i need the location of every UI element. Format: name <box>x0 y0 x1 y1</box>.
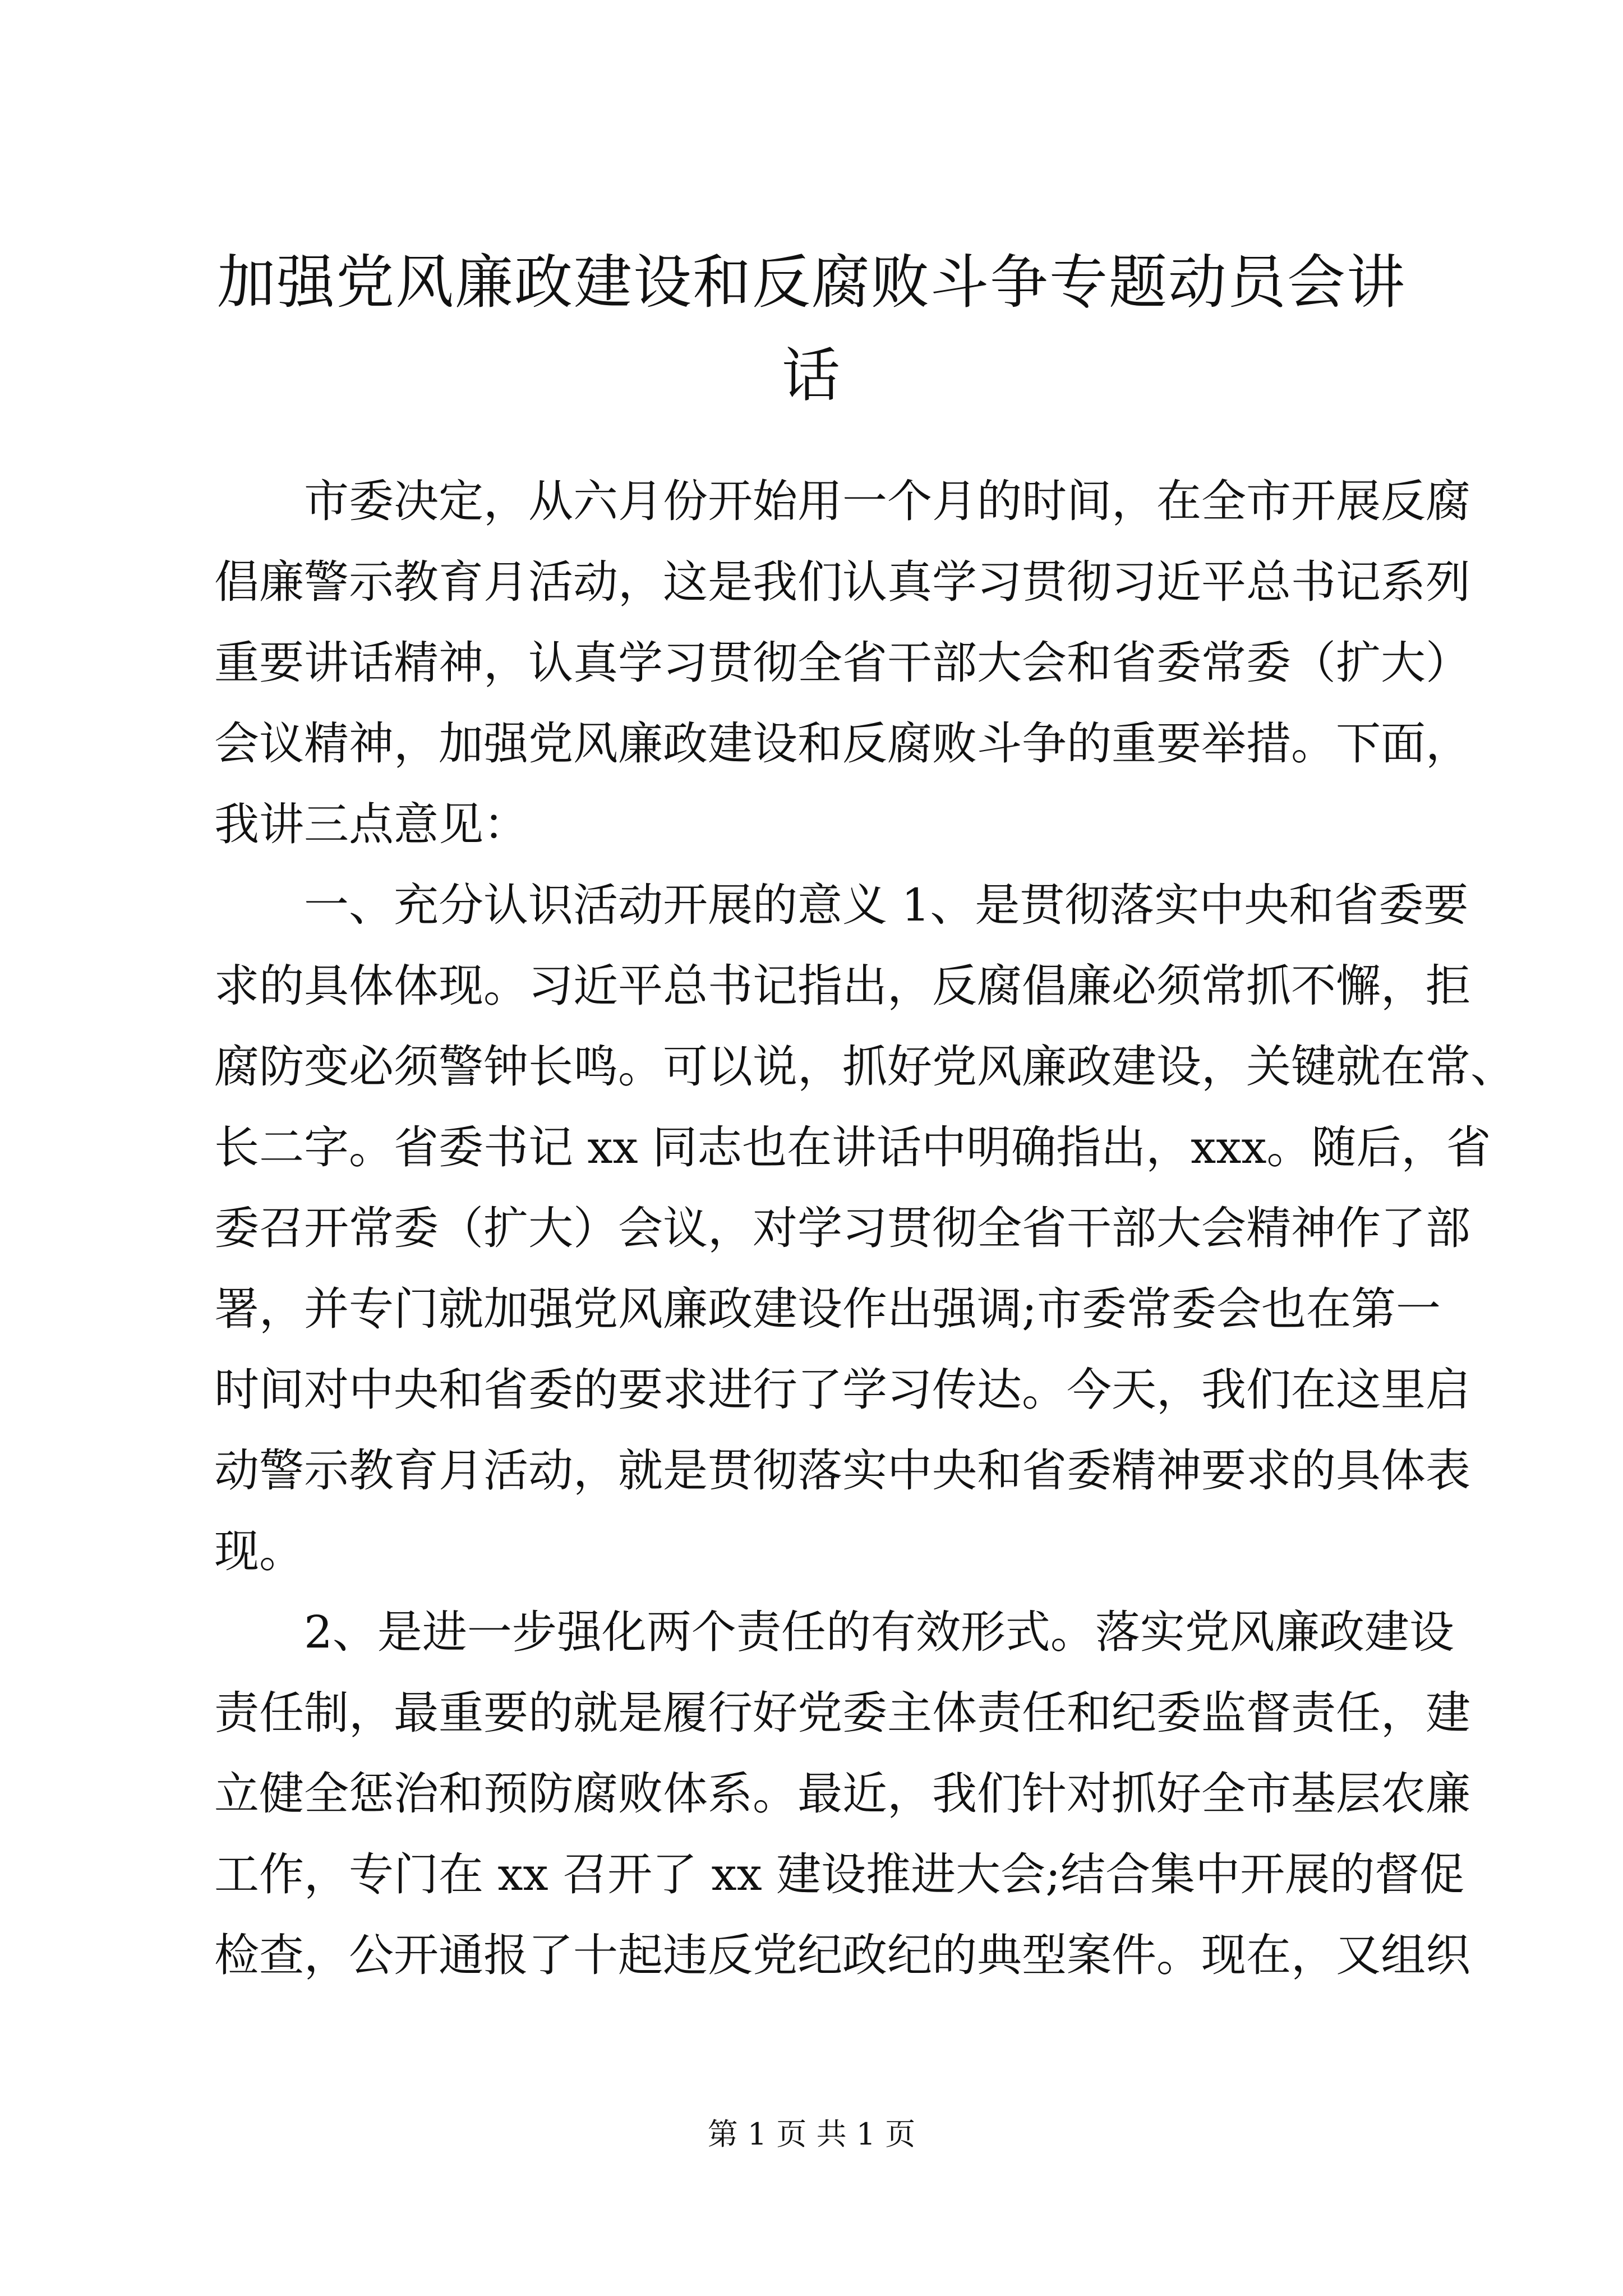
paragraph-line: 检查，公开通报了十起违反党纪政纪的典型案件。现在，又组织 <box>214 1929 1470 1981</box>
title-line-2: 话 <box>781 341 841 409</box>
paragraph-line: 市委决定，从六月份开始用一个月的时间，在全市开展反腐 <box>304 475 1470 527</box>
paragraph-line: 立健全惩治和预防腐败体系。最近，我们针对抓好全市基层农廉 <box>214 1768 1470 1820</box>
paragraph-line: 现。 <box>214 1525 304 1577</box>
paragraph-line: 委召开常委（扩大）会议，对学习贯彻全省干部大会精神作了部 <box>214 1202 1470 1254</box>
paragraph-line: 倡廉警示教育月活动，这是我们认真学习贯彻习近平总书记系列 <box>214 556 1470 608</box>
paragraph-line: 会议精神，加强党风廉政建设和反腐败斗争的重要举措。下面， <box>214 717 1470 770</box>
paragraph-line: 工作，专门在 xx 召开了 xx 建设推进大会;结合集中开展的督促 <box>214 1848 1465 1901</box>
paragraph-line: 求的具体体现。习近平总书记指出，反腐倡廉必须常抓不懈，拒 <box>214 960 1470 1012</box>
paragraph-line: 长二字。省委书记 xx 同志也在讲话中明确指出，xxx。随后，省 <box>214 1121 1491 1174</box>
page-footer: 第 1 页 共 1 页 <box>707 2116 916 2152</box>
paragraph-line: 腐防变必须警钟长鸣。可以说，抓好党风廉政建设，关键就在常、 <box>214 1041 1515 1093</box>
paragraph-line: 动警示教育月活动，就是贯彻落实中央和省委精神要求的具体表 <box>214 1444 1470 1497</box>
paragraph-line: 2、是进一步强化两个责任的有效形式。落实党风廉政建设 <box>304 1606 1454 1658</box>
document-body <box>214 461 1515 1996</box>
paragraph-line: 署，并专门就加强党风廉政建设作出强调;市委常委会也在第一 <box>214 1283 1441 1335</box>
paragraph-line: 重要讲话精神，认真学习贯彻全省干部大会和省委常委（扩大） <box>214 637 1470 689</box>
paragraph-line: 责任制，最重要的就是履行好党委主体责任和纪委监督责任，建 <box>214 1687 1470 1739</box>
paragraph-line: 一、充分认识活动开展的意义 1、是贯彻落实中央和省委要 <box>304 879 1469 931</box>
title-line-1: 加强党风廉政建设和反腐败斗争专题动员会讲 <box>216 248 1406 316</box>
paragraph-line: 我讲三点意见： <box>214 798 528 850</box>
document-title <box>202 236 1421 422</box>
paragraph-line: 时间对中央和省委的要求进行了学习传达。今天，我们在这里启 <box>214 1364 1470 1416</box>
